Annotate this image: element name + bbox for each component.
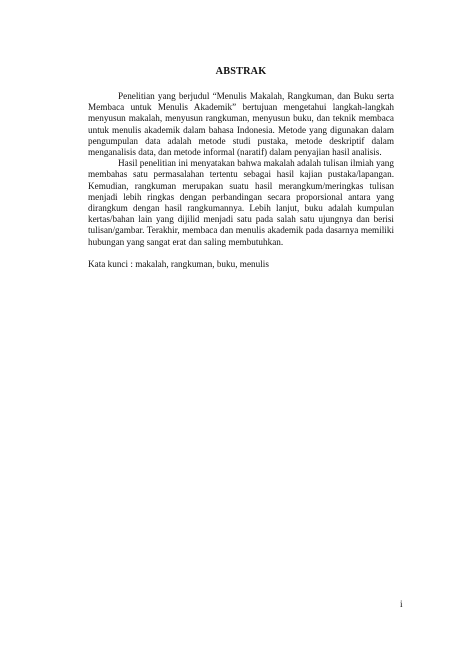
abstract-section xyxy=(88,66,394,270)
page-title: ABSTRAK xyxy=(215,66,267,77)
keywords-line: Kata kunci : makalah, rangkuman, buku, menulis xyxy=(88,258,269,269)
abstract-paragraph-1: Penelitian yang berjudul “Menulis Makalah, Rangkuman, dan Buku serta Membaca untuk Menulis Akademik” bertujuan mengetahui langkah-langkah menyusun makalah, menyusun rangkuman, menyusun buku, dan teknik membaca untuk menulis akademik dalam bahasa Indonesia. Metode yang digunakan dalam pengumpulan data adalah metode studi pustaka, metode deskriptif dalam menganalisis data, dan metode informal (naratif) dalam penyajian hasil analisis. xyxy=(88,91,394,158)
abstract-paragraph-2: Hasil penelitian ini menyatakan bahwa makalah adalah tulisan ilmiah yang membahas satu permasalahan tertentu sebagai hasil kajian pustaka/lapangan. Kemudian, rangkuman merupakan suatu hasil merangkum/meringkas tulisan menjadi lebih ringkas dengan perbandingan secara proporsional antara yang dirangkum dengan hasil rangkumannya. Lebih lanjut, buku adalah kumpulan kertas/bahan lain yang dijilid menjadi satu pada salah satu ujungnya dan berisi tulisan/gambar. Terakhir, membaca dan menulis akademik pada dasarnya memiliki hubungan yang sangat erat dan saling membutuhkan. xyxy=(88,158,394,247)
page-number: i xyxy=(400,599,403,609)
